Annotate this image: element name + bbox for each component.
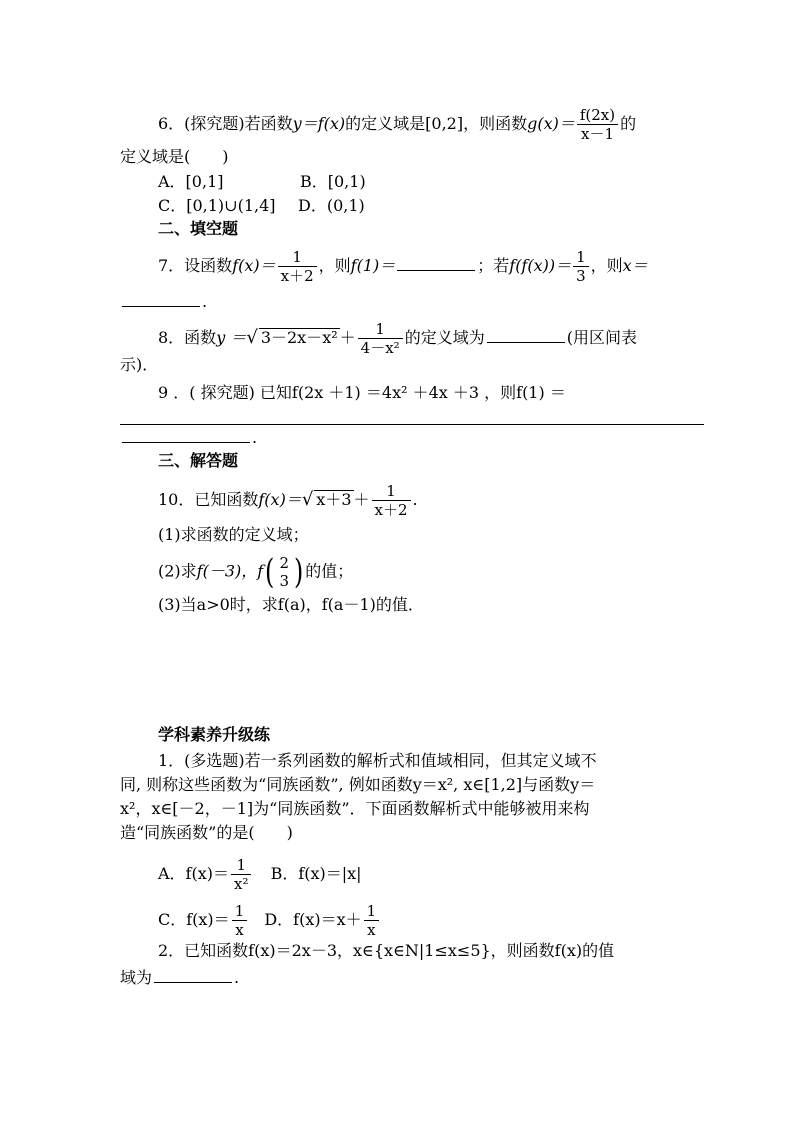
s1-options-ab: A．f(x)＝ $\frac{1}{\text{x²}}$ B．f(x)＝|x|: [158, 856, 362, 893]
q10-part2-fraction: 2 3: [279, 554, 289, 590]
q6-option-d: D．(0,1): [298, 196, 365, 215]
q6-func: y＝f(x): [292, 114, 346, 133]
s1-option-d: D．f(x)＝x＋: [264, 910, 362, 929]
q6-gfunc: g(x)＝: [527, 114, 575, 133]
sqrt-icon: √: [301, 489, 314, 510]
q7-blank-1[interactable]: [397, 254, 475, 271]
q8-line1: 8．函数y ＝√ 3－2x－x² ＋ $\frac{1}{\text{4－x²}}$ 的定义域为 (用区间表: [158, 320, 637, 357]
q6-line2: 定义域是( ): [120, 147, 229, 166]
s1-option-c-fraction: $\frac{1}{x}$: [232, 902, 248, 939]
q6-text-domain: 的定义域是[0,2]，则函数: [345, 114, 528, 133]
q10-part2: (2)求f(－3)，f( 2 3 ) 的值；: [158, 552, 354, 592]
s2-line1: 2．已知函数f(x)＝2x－3，x∈{x∈N|1≤x≤5}，则函数f(x)的值: [158, 941, 615, 960]
q7-fraction: $\frac{1}{x+2}$: [278, 248, 317, 285]
q8-blank[interactable]: [487, 326, 565, 343]
q9-line1: 9 ．( 探究题) 已知f(2x ＋1) ＝4x² ＋4x ＋3 ，则f(1) ＝: [158, 383, 566, 402]
s1-line1: 1．(多选题)若一系列函数的解析式和值域相同，但其定义域不: [158, 751, 597, 770]
q9-blank-line-1[interactable]: [120, 424, 704, 425]
q6-option-b: B．[0,1): [300, 172, 366, 191]
s1-options-cd: C．f(x)＝ $\frac{1}{x}$ D．f(x)＝x＋ $\frac{1}{x}$: [158, 902, 381, 939]
q8-fraction: $\frac{1}{\text{4－x²}}$: [358, 320, 403, 357]
section-fill-in-title: 二、填空题: [158, 219, 239, 238]
q7-line2: .: [120, 290, 207, 313]
s1-option-a-fraction: $\frac{1}{\text{x²}}$: [231, 856, 251, 893]
q6-option-a: A．[0,1]: [158, 172, 224, 191]
s1-line4: 造“同族函数”的是( ): [120, 823, 293, 842]
s1-option-b: B．f(x)＝|x|: [270, 864, 362, 883]
q10-part3: (3)当a>0时，求f(a)，f(a－1)的值．: [158, 595, 424, 614]
s2-line2: 域为 .: [120, 968, 240, 987]
sqrt-icon: √: [246, 327, 258, 348]
q6-option-c: C．[0,1)∪(1,4]: [158, 196, 276, 215]
q7-fraction-2: $\frac{1}{3}$: [573, 248, 589, 285]
s1-line3: x²，x∈[－2，－1]为“同族函数”．下面函数解析式中能够被用来构: [120, 799, 590, 818]
q9-blank-2[interactable]: [122, 426, 250, 443]
s1-line2: 同, 则称这些函数为“同族函数”, 例如函数y＝x², x∈[1,2]与函数y＝: [120, 775, 596, 794]
q10-line1: 10．已知函数f(x)＝√ x＋3 ＋ $\frac{1}{x+2}$ .: [158, 482, 418, 519]
q7-blank-2[interactable]: [122, 290, 200, 307]
s2-blank[interactable]: [154, 966, 232, 983]
q6-line1: [158, 106, 636, 143]
q6-text-end: 的: [620, 114, 637, 133]
s1-option-d-fraction: $\frac{1}{x}$: [364, 902, 380, 939]
section-answer-title: 三、解答题: [158, 451, 239, 470]
q8-line2: 示)．: [120, 355, 159, 374]
q10-part1: (1)求函数的定义域；: [158, 525, 309, 544]
q9-line2: .: [120, 426, 257, 449]
q6-text: 6．(探究题)若函数: [158, 114, 293, 133]
q7-line1: 7．设函数f(x)＝ $\frac{1}{x+2}$ ，则f(1)＝ ；若f(f(x))＝ $\frac{1}{3}$ ，则x＝: [158, 248, 648, 285]
q6-fraction: $\frac{f(2x)}{x-1}$: [577, 106, 618, 143]
q10-fraction: $\frac{1}{x+2}$: [372, 482, 411, 519]
section-literacy-title: 学科素养升级练: [158, 725, 271, 744]
